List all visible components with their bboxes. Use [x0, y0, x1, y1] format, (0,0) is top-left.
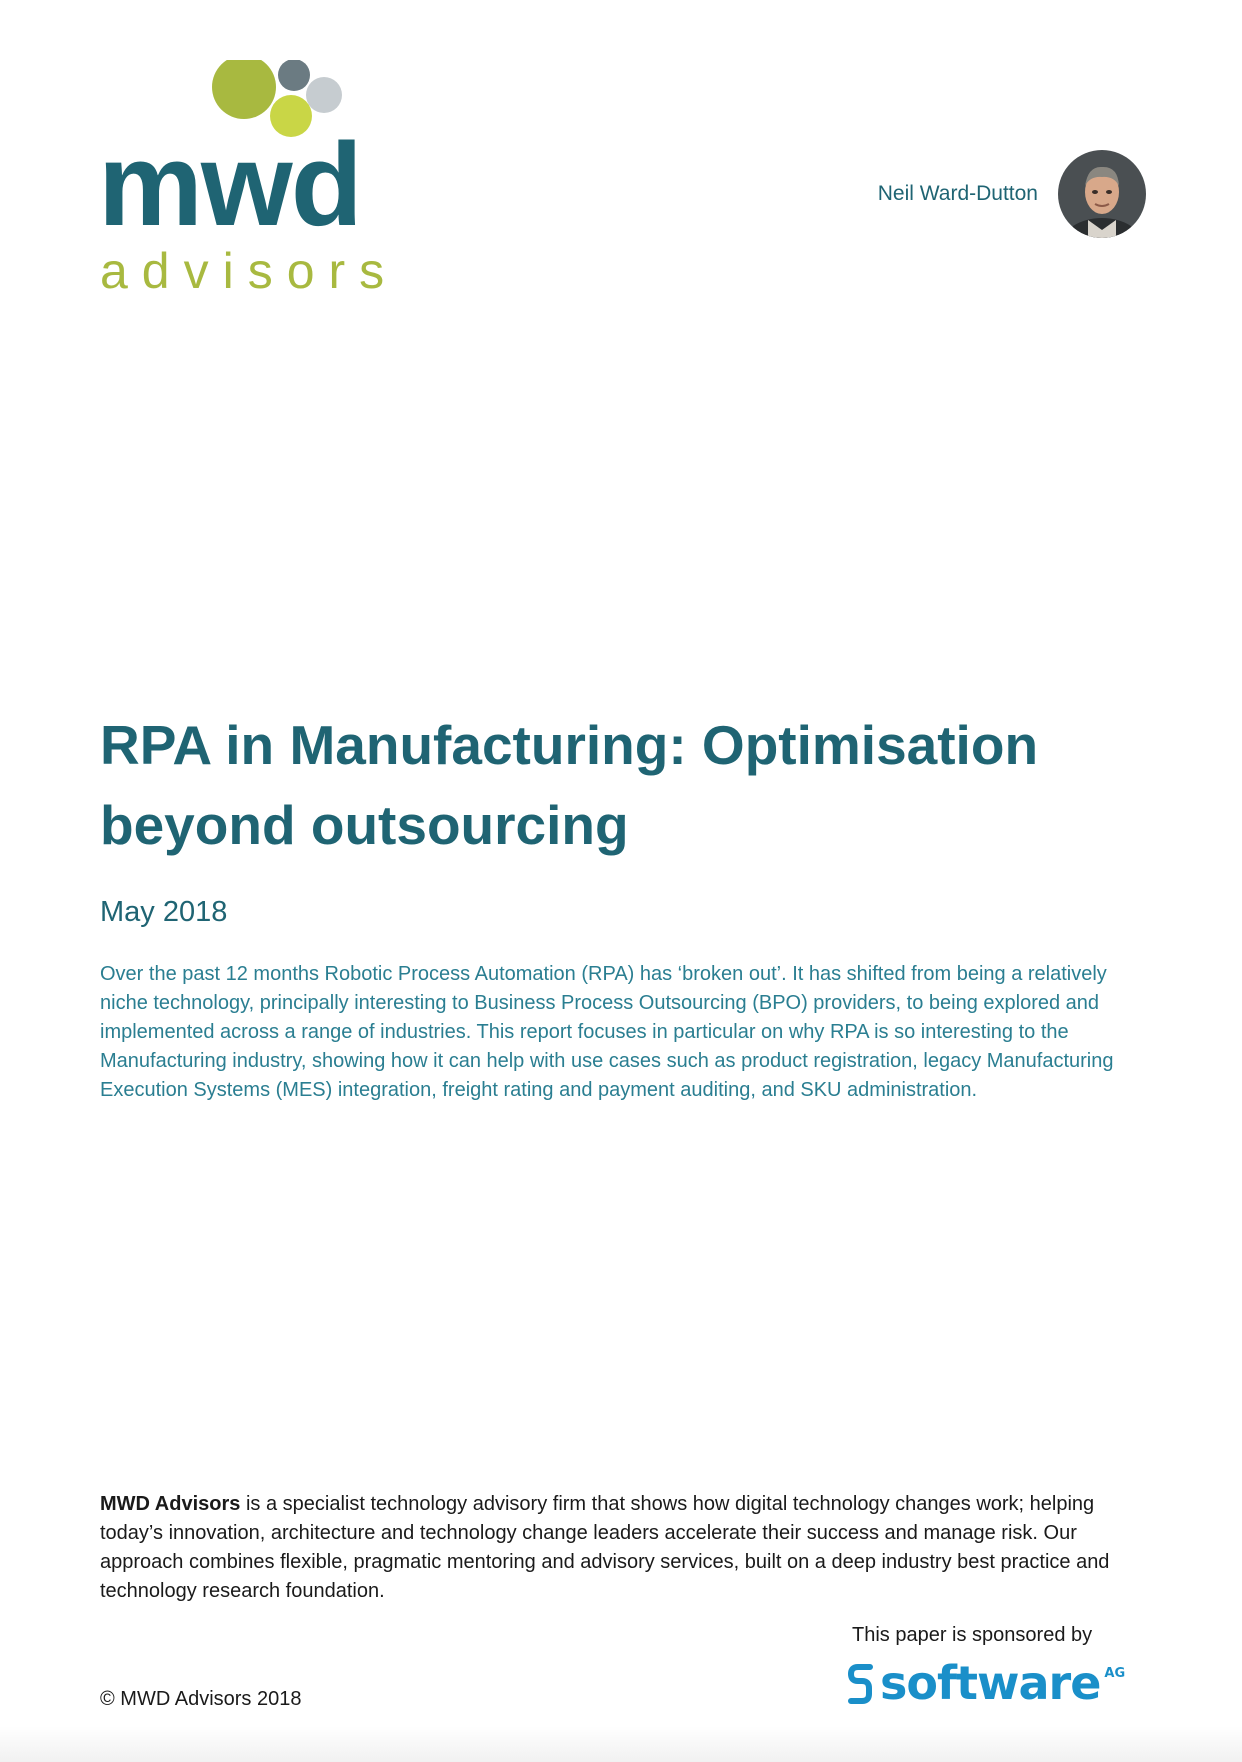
sponsor-wordmark: software [880, 1656, 1101, 1710]
document-date: May 2018 [100, 896, 228, 928]
page-bottom-edge [0, 1726, 1242, 1762]
software-ag-mark-icon [848, 1664, 874, 1704]
author-portrait-icon [1058, 150, 1146, 238]
about-text: is a specialist technology advisory firm that shows how digital technology changes work; helping today’s innovation, architecture and technology change leaders accelerate their success and manage risk. Our approach combines flexible, pragmatic mentoring and advisory services, built on a deep industry best practice and technology research foundation. [100, 1493, 1110, 1602]
logo-subword: advisors [100, 243, 399, 299]
author-block [800, 150, 1146, 238]
sponsor-wordmark-suffix: AG [1104, 1666, 1126, 1681]
copyright: © MWD Advisors 2018 [100, 1688, 302, 1710]
document-abstract: Over the past 12 months Robotic Process Automation (RPA) has ‘broken out’. It has shifted from being a relatively niche technology, principally interesting to Business Process Outsourcing (BPO) providers, to being explored and implemented across a range of industries. This report focuses in particular on why RPA is so interesting to the Manufacturing industry, showing how it can help with use cases such as product registration, legacy Manufacturing Execution Systems (MES) integration, freight rating and payment auditing, and SKU administration. [100, 963, 1114, 1101]
sponsor-logo [848, 1656, 1126, 1710]
about-company-name: MWD Advisors [100, 1493, 241, 1515]
author-name: Neil Ward-Dutton [877, 182, 1038, 205]
author-avatar [1058, 150, 1146, 238]
logo-wordmark: mwd [98, 119, 361, 251]
sponsor-note: This paper is sponsored by [852, 1624, 1093, 1646]
document-title: RPA in Manufacturing: Optimisation beyond outsourcing [100, 714, 1039, 856]
about-paragraph [100, 1490, 1150, 1606]
mwd-advisors-logo [98, 60, 398, 300]
